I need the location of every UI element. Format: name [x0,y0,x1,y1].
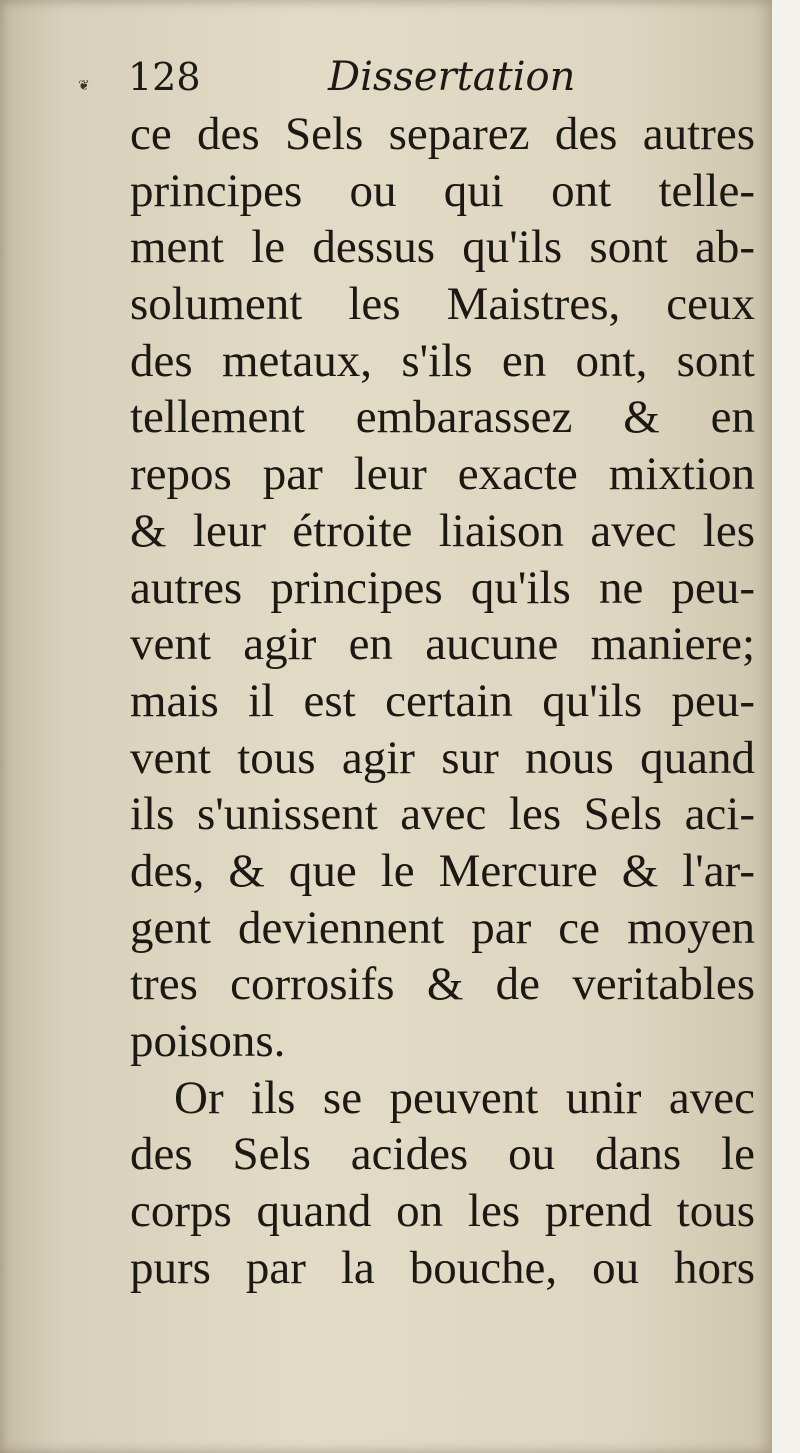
text-line: & leur étroite liaison avec les [130,504,755,557]
text-line: mais il est certain qu'ils peu- [130,674,755,727]
text-line: vent agir en aucune maniere; [130,618,755,671]
text-line: des, & que le Mercure & l'ar- [130,844,755,897]
text-line: gent deviennent par ce moyen [130,901,755,954]
running-head [128,52,728,112]
page-number: 128 [128,55,201,99]
text-line: tres corrosifs & de veritables [130,958,755,1011]
page-body-text [130,106,755,1296]
text-line: ment le dessus qu'ils sont ab- [130,221,755,274]
text-line: purs par la bouche, ou hors [130,1241,755,1294]
running-title: Dissertation [328,54,576,100]
text-line: des Sels acides ou dans le [130,1128,755,1181]
scan-margin [772,0,800,1453]
text-line: ils s'unissent avec les Sels aci- [130,788,755,841]
text-line: ce des Sels separez des autres [130,108,755,160]
paragraph-start-line: Or ils se peuvent unir avec [174,1071,755,1124]
text-line: principes ou qui ont telle- [130,164,755,217]
text-line: poisons. [130,1015,286,1067]
printer-mark-icon: ❦ [78,78,90,94]
text-line: tellement embarassez & en [130,391,755,444]
text-line: des metaux, s'ils en ont, sont [130,334,755,387]
text-line: vent tous agir sur nous quand [130,731,755,784]
text-line: autres principes qu'ils ne peu- [130,561,755,614]
text-line: solument les Maistres, ceux [130,278,755,331]
text-line: corps quand on les prend tous [130,1185,755,1238]
text-line: repos par leur exacte mixtion [130,448,755,501]
